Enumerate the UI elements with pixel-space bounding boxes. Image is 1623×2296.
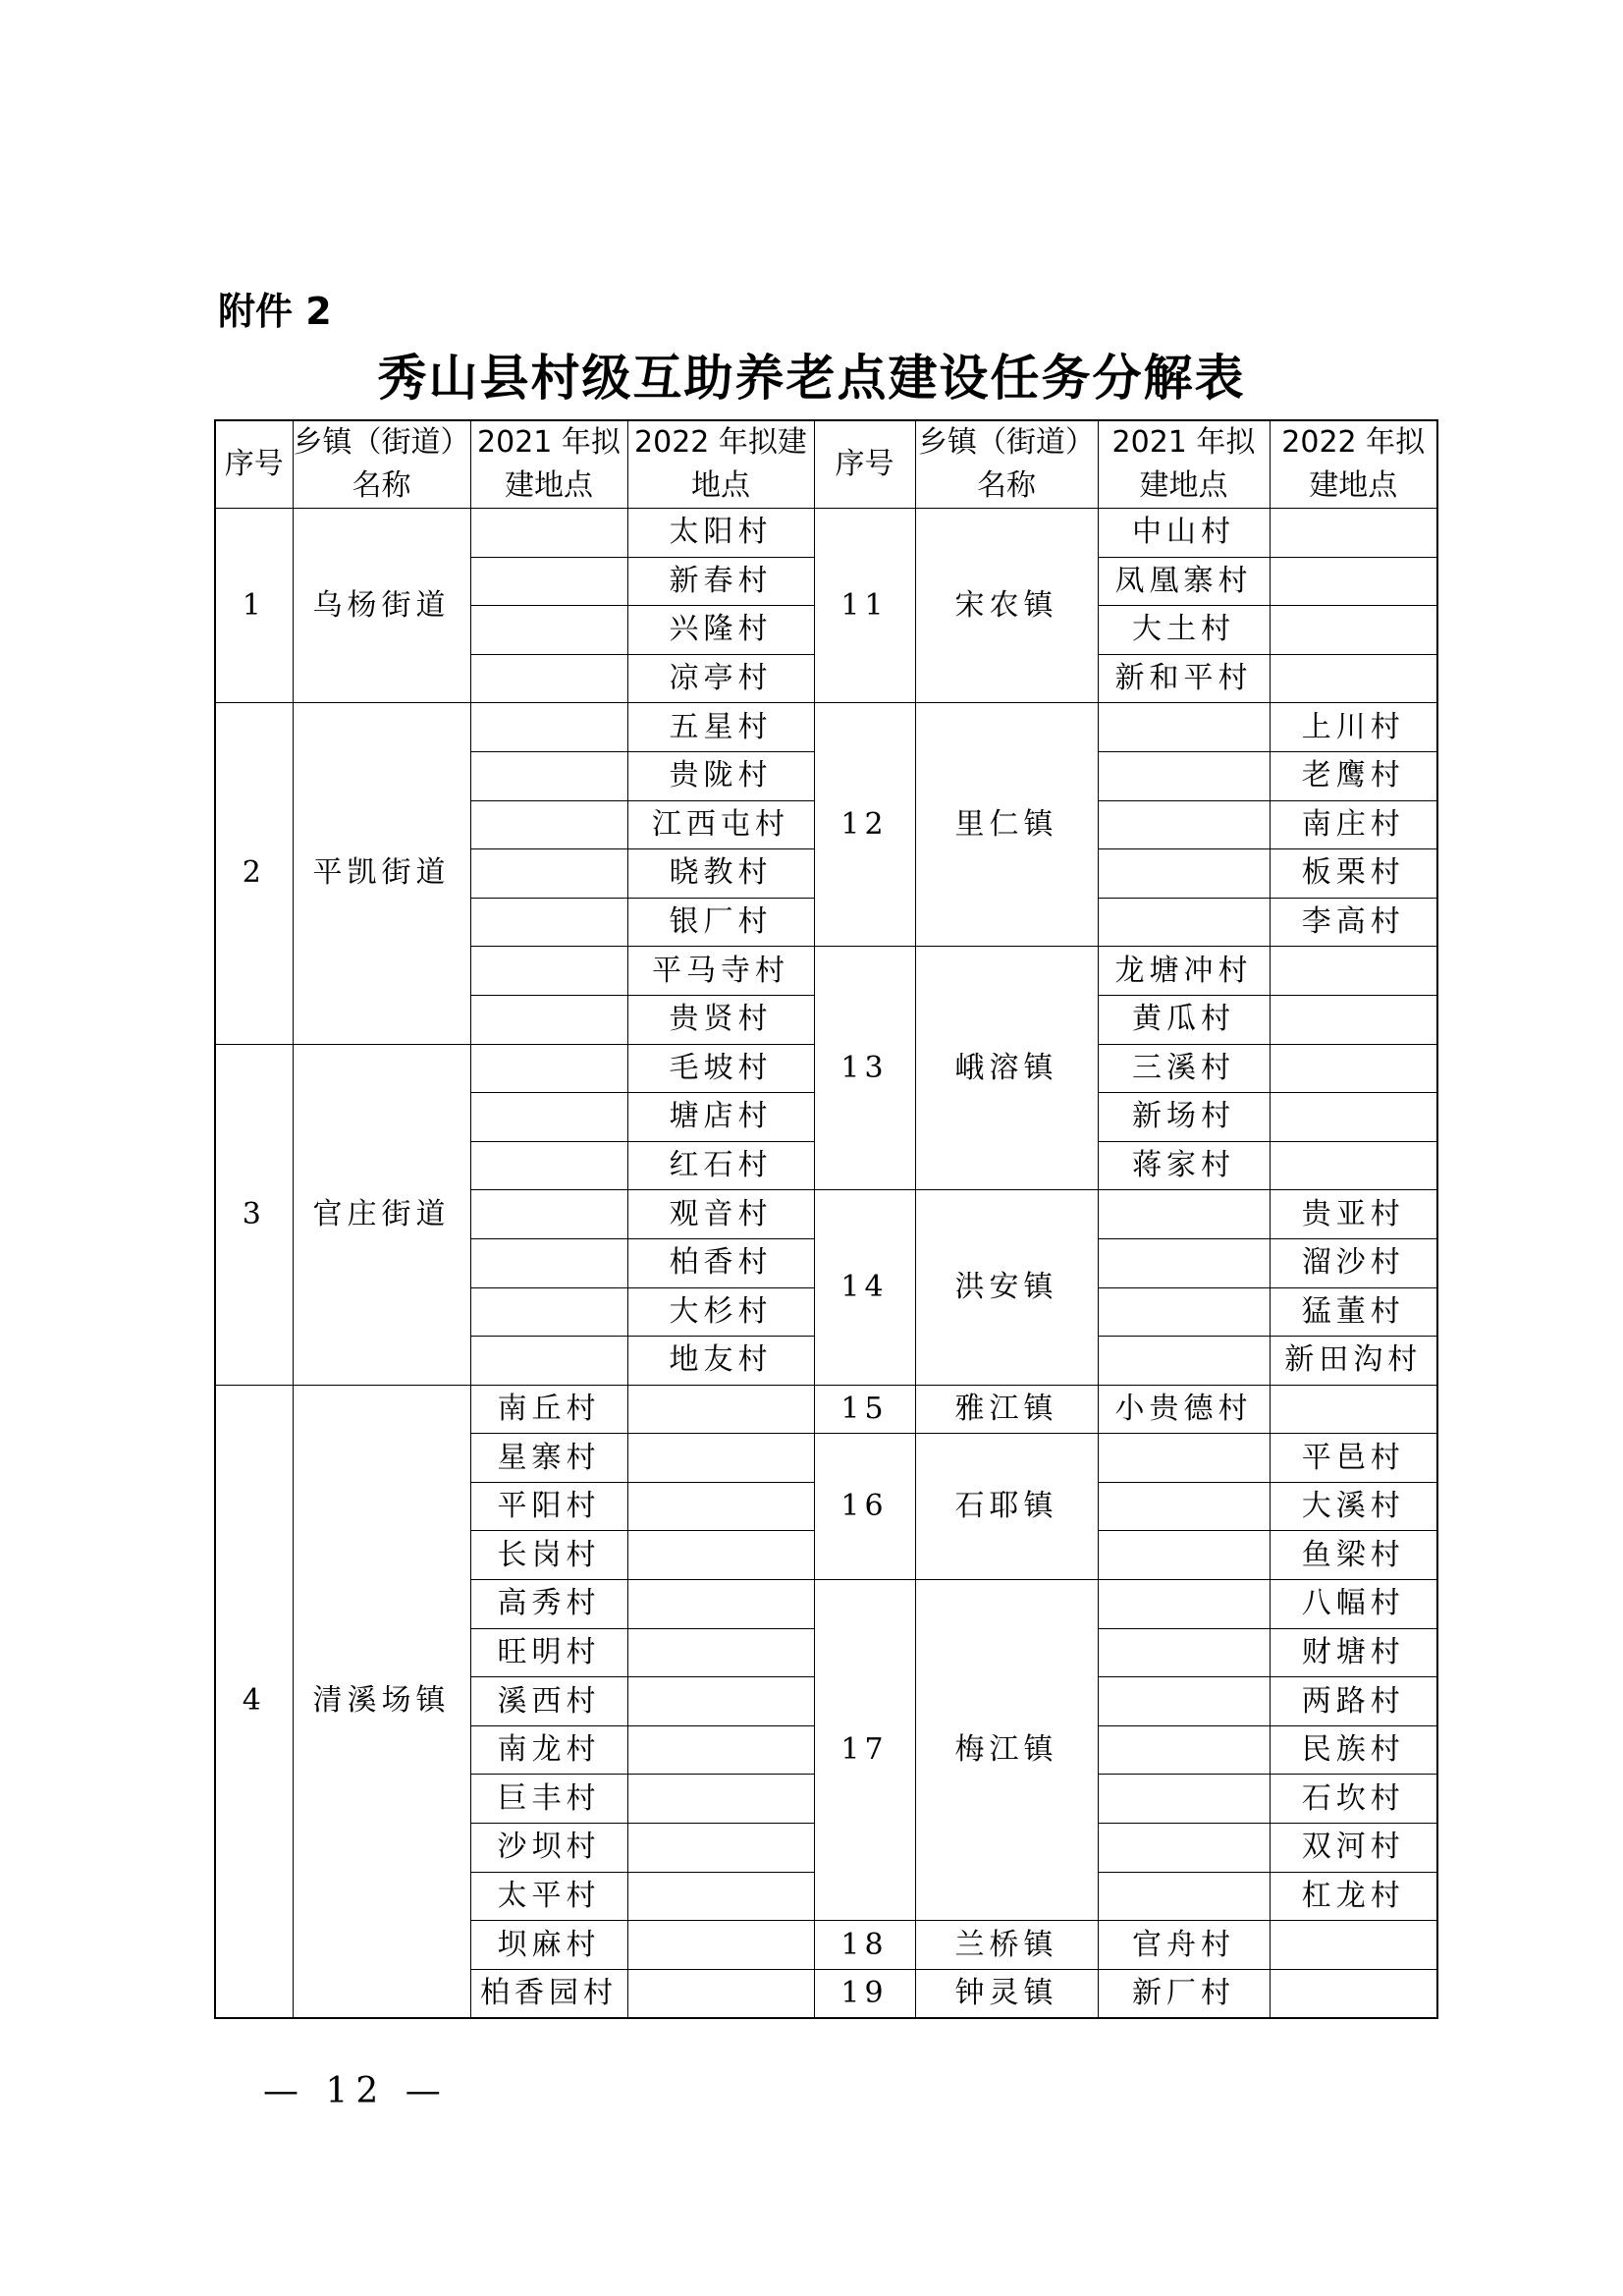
table-cell	[1270, 1921, 1437, 1970]
table-cell	[1270, 1044, 1437, 1093]
table-cell	[470, 800, 627, 849]
table-cell	[1098, 1337, 1270, 1386]
table-cell	[1098, 849, 1270, 899]
table-header-row	[215, 420, 1437, 509]
table-row	[215, 1385, 1437, 1434]
table-cell: 鱼梁村	[1270, 1531, 1437, 1580]
table-cell	[627, 1677, 814, 1726]
table-cell: 洪安镇	[915, 1190, 1098, 1385]
table-cell: 2	[215, 703, 293, 1044]
table-cell: 贵贤村	[627, 995, 814, 1044]
header-2021-right: 2021 年拟建地点	[1098, 420, 1270, 509]
table-cell	[1098, 703, 1270, 752]
table-cell: 柏香村	[627, 1238, 814, 1287]
table-cell	[1270, 654, 1437, 703]
table-cell: 蒋家村	[1098, 1141, 1270, 1190]
table-cell	[1270, 1141, 1437, 1190]
table-cell: 15	[814, 1385, 915, 1434]
table-cell: 旺明村	[470, 1628, 627, 1677]
table-cell: 凉亭村	[627, 654, 814, 703]
table-cell: 13	[814, 947, 915, 1190]
table-cell	[1098, 1434, 1270, 1483]
table-cell	[1270, 1385, 1437, 1434]
table-cell: 贵亚村	[1270, 1190, 1437, 1239]
table-cell: 坝麻村	[470, 1921, 627, 1970]
table-cell: 溜沙村	[1270, 1238, 1437, 1287]
table-cell	[470, 1141, 627, 1190]
table-cell	[1098, 751, 1270, 800]
header-2021-left: 2021 年拟建地点	[470, 420, 627, 509]
table-cell	[1098, 898, 1270, 947]
table-cell	[627, 1531, 814, 1580]
table-cell: 17	[814, 1580, 915, 1921]
table-cell: 大溪村	[1270, 1482, 1437, 1531]
table-cell: 14	[814, 1190, 915, 1385]
table-body	[215, 509, 1437, 2018]
table-cell	[627, 1580, 814, 1629]
table-cell: 红石村	[627, 1141, 814, 1190]
table-cell	[1098, 1677, 1270, 1726]
table-cell	[1098, 800, 1270, 849]
table-cell: 溪西村	[470, 1677, 627, 1726]
table-cell: 杠龙村	[1270, 1872, 1437, 1921]
table-cell	[1098, 1775, 1270, 1824]
table-cell	[627, 1725, 814, 1775]
table-cell	[1098, 1628, 1270, 1677]
table-cell	[470, 751, 627, 800]
table-cell: 南庄村	[1270, 800, 1437, 849]
table-cell	[470, 995, 627, 1044]
table-cell	[470, 849, 627, 899]
table-cell: 大土村	[1098, 606, 1270, 655]
table-cell: 清溪场镇	[293, 1385, 470, 2018]
attachment-label: 附件 2	[218, 290, 332, 333]
table-cell: 五星村	[627, 703, 814, 752]
table-cell: 大杉村	[627, 1287, 814, 1337]
table-cell: 民族村	[1270, 1725, 1437, 1775]
table-cell: 官舟村	[1098, 1921, 1270, 1970]
table-cell: 宋农镇	[915, 509, 1098, 703]
table-cell: 兴隆村	[627, 606, 814, 655]
table-cell: 平马寺村	[627, 947, 814, 996]
table-cell: 柏香园村	[470, 1969, 627, 2018]
table-cell: 1	[215, 509, 293, 703]
table-cell: 毛坡村	[627, 1044, 814, 1093]
table-cell	[1098, 1238, 1270, 1287]
header-town-left: 乡镇（街道）名称	[293, 420, 470, 509]
table-cell: 3	[215, 1044, 293, 1385]
table-row	[215, 703, 1437, 752]
table-cell	[1098, 1824, 1270, 1873]
table-cell	[627, 1434, 814, 1483]
header-2022-left: 2022 年拟建地点	[627, 420, 814, 509]
table-cell: 新春村	[627, 557, 814, 606]
table-cell: 南丘村	[470, 1385, 627, 1434]
table-cell: 官庄街道	[293, 1044, 470, 1385]
header-town-right: 乡镇（街道）名称	[915, 420, 1098, 509]
table-cell: 新田沟村	[1270, 1337, 1437, 1386]
table-cell	[1270, 995, 1437, 1044]
table-cell: 老鹰村	[1270, 751, 1437, 800]
table-cell: 观音村	[627, 1190, 814, 1239]
table-cell	[470, 1238, 627, 1287]
table-cell	[1270, 1969, 1437, 2018]
table-cell: 太阳村	[627, 509, 814, 558]
table-cell: 平邑村	[1270, 1434, 1437, 1483]
table-cell: 龙塘冲村	[1098, 947, 1270, 996]
table-cell: 贵陇村	[627, 751, 814, 800]
table-cell: 里仁镇	[915, 703, 1098, 947]
table-cell: 太平村	[470, 1872, 627, 1921]
table-cell: 双河村	[1270, 1824, 1437, 1873]
table-cell	[470, 509, 627, 558]
table-cell: 新场村	[1098, 1093, 1270, 1142]
table-cell: 11	[814, 509, 915, 703]
table-cell: 财塘村	[1270, 1628, 1437, 1677]
table-cell: 12	[814, 703, 915, 947]
table-cell: 4	[215, 1385, 293, 2018]
table-cell: 上川村	[1270, 703, 1437, 752]
table-cell: 八幅村	[1270, 1580, 1437, 1629]
table-cell: 钟灵镇	[915, 1969, 1098, 2018]
table-cell	[470, 557, 627, 606]
table-cell	[470, 1337, 627, 1386]
table-cell	[627, 1969, 814, 2018]
table-cell: 石耶镇	[915, 1434, 1098, 1580]
table-cell	[1270, 557, 1437, 606]
table-cell	[1270, 606, 1437, 655]
page-title: 秀山县村级互助养老点建设任务分解表	[377, 349, 1246, 407]
table-cell: 峨溶镇	[915, 947, 1098, 1190]
table-cell: 黄瓜村	[1098, 995, 1270, 1044]
table-cell	[1098, 1725, 1270, 1775]
table-cell	[1270, 1093, 1437, 1142]
table-cell: 南龙村	[470, 1725, 627, 1775]
table-cell: 小贵德村	[1098, 1385, 1270, 1434]
table-cell	[470, 947, 627, 996]
table-cell	[1098, 1482, 1270, 1531]
table-row	[215, 509, 1437, 558]
table-cell	[470, 898, 627, 947]
table-cell: 巨丰村	[470, 1775, 627, 1824]
table-cell: 长岗村	[470, 1531, 627, 1580]
table-cell: 沙坝村	[470, 1824, 627, 1873]
table-cell	[470, 606, 627, 655]
header-seq-left: 序号	[215, 420, 293, 509]
table-cell: 高秀村	[470, 1580, 627, 1629]
table-cell	[470, 1287, 627, 1337]
table-cell: 梅江镇	[915, 1580, 1098, 1921]
table-cell: 乌杨街道	[293, 509, 470, 703]
table-cell	[1098, 1531, 1270, 1580]
task-table	[214, 419, 1438, 2019]
table-cell	[627, 1824, 814, 1873]
table-cell: 星寨村	[470, 1434, 627, 1483]
table-cell	[1270, 947, 1437, 996]
table-cell: 19	[814, 1969, 915, 2018]
table-cell	[627, 1872, 814, 1921]
table-cell: 平阳村	[470, 1482, 627, 1531]
table-cell	[1098, 1580, 1270, 1629]
table-cell: 18	[814, 1921, 915, 1970]
table-cell: 中山村	[1098, 509, 1270, 558]
table-cell	[470, 1044, 627, 1093]
table-cell: 新和平村	[1098, 654, 1270, 703]
table-cell: 塘店村	[627, 1093, 814, 1142]
table-cell	[470, 654, 627, 703]
table-cell: 李高村	[1270, 898, 1437, 947]
table-cell: 板栗村	[1270, 849, 1437, 899]
table-cell: 晓教村	[627, 849, 814, 899]
table-cell: 三溪村	[1098, 1044, 1270, 1093]
header-seq-right: 序号	[814, 420, 915, 509]
table-cell	[1270, 509, 1437, 558]
table-cell: 地友村	[627, 1337, 814, 1386]
table-cell	[627, 1482, 814, 1531]
table-cell: 兰桥镇	[915, 1921, 1098, 1970]
table-cell: 新厂村	[1098, 1969, 1270, 2018]
table-cell: 雅江镇	[915, 1385, 1098, 1434]
table-cell: 凤凰寨村	[1098, 557, 1270, 606]
table-cell	[1098, 1872, 1270, 1921]
page-number: — 12 —	[263, 2071, 449, 2111]
header-2022-right: 2022 年拟建地点	[1270, 420, 1437, 509]
table-cell: 16	[814, 1434, 915, 1580]
table-cell: 平凯街道	[293, 703, 470, 1044]
table-cell	[627, 1921, 814, 1970]
table-cell	[627, 1385, 814, 1434]
table-cell	[470, 1190, 627, 1239]
table-cell	[470, 1093, 627, 1142]
table-cell	[1098, 1190, 1270, 1239]
table-cell: 猛董村	[1270, 1287, 1437, 1337]
table-cell: 两路村	[1270, 1677, 1437, 1726]
table-cell	[470, 703, 627, 752]
table-cell	[1098, 1287, 1270, 1337]
table-cell: 石坎村	[1270, 1775, 1437, 1824]
table-cell: 银厂村	[627, 898, 814, 947]
table-cell	[627, 1775, 814, 1824]
table-cell: 江西屯村	[627, 800, 814, 849]
table-cell	[627, 1628, 814, 1677]
